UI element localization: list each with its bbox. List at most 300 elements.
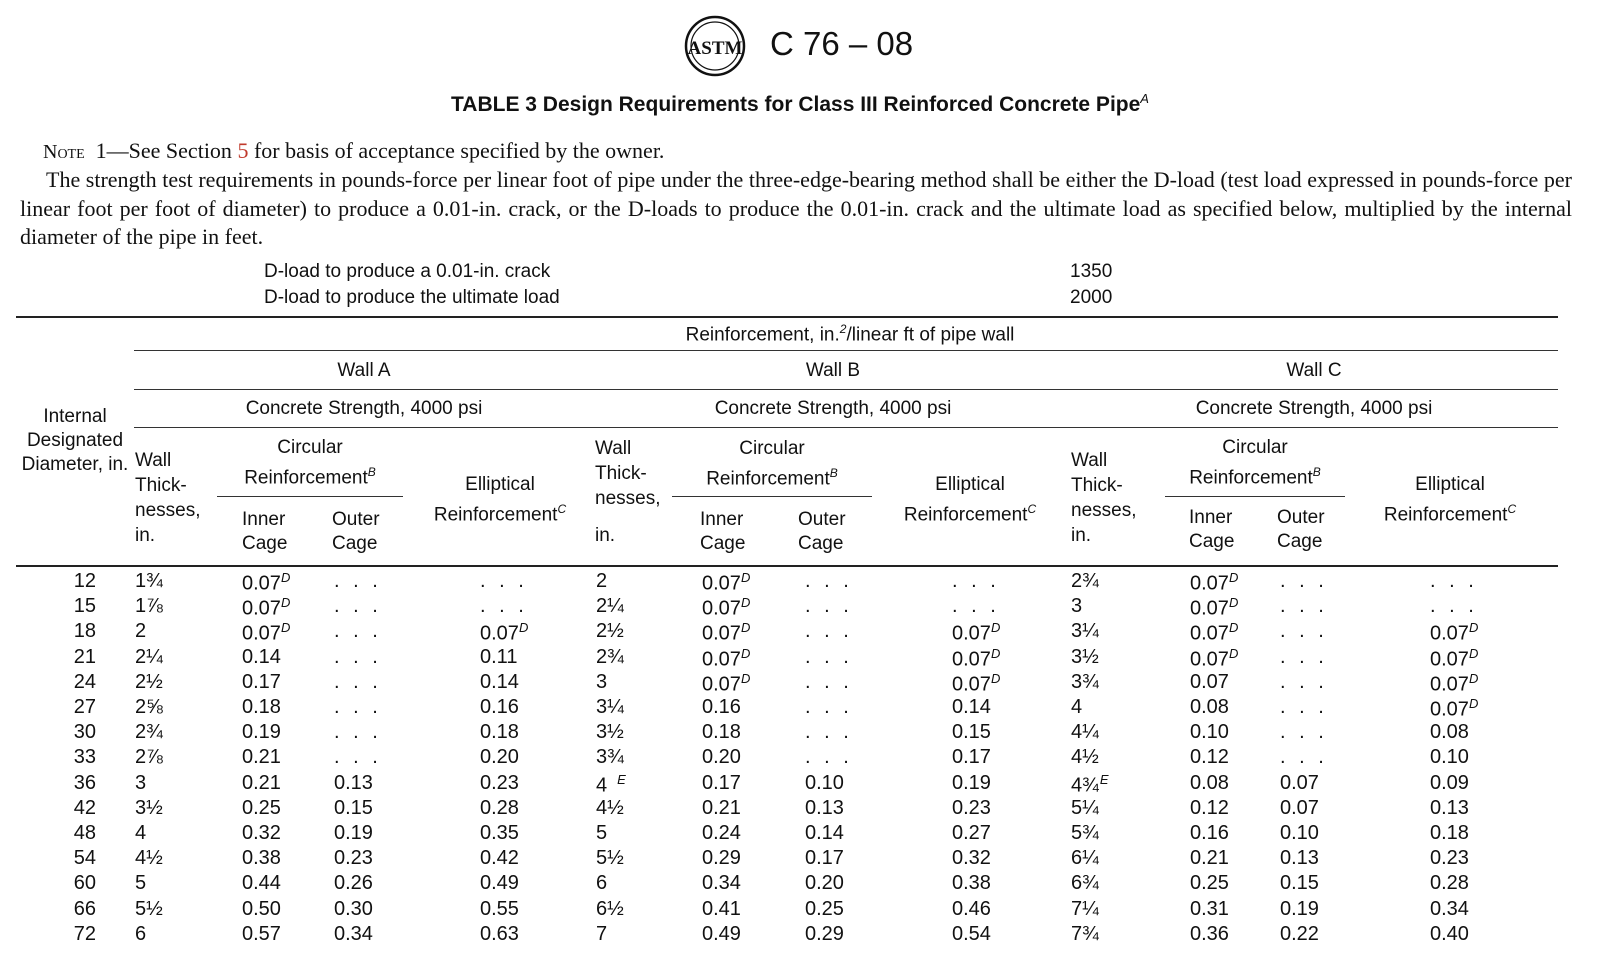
wall-c-elliptical-cell — [1430, 898, 1469, 921]
wall-b-inner-l1: Inner — [700, 509, 744, 530]
wall-b-elliptical-cell — [952, 822, 991, 845]
wall-a-outer-cell — [334, 772, 373, 795]
wall-a-inner-cell-footnote: D — [280, 570, 291, 585]
wall-b-thickness-cell — [596, 923, 607, 946]
wall-a-elliptical-cell — [480, 822, 519, 845]
wall-b-elliptical-cell — [952, 772, 991, 795]
wall-a-inner-cell-value: 0.07 — [242, 597, 281, 620]
wall-c-elliptical-cell-value: 0.13 — [1430, 796, 1469, 819]
wall-a-inner-cell-value: 0.21 — [242, 746, 281, 769]
wall-c-outer-cell-value: 0.15 — [1280, 872, 1319, 895]
wall-b-inner-cell-value: 0.07 — [702, 572, 741, 595]
wall-b-outer-cell-value: . . . — [805, 595, 853, 618]
wall-b-elliptical-cell — [952, 721, 991, 744]
wall-a-elliptical-cell-value: 0.42 — [480, 847, 519, 870]
wall-c-outer-cell — [1280, 620, 1328, 643]
wall-a-thick-l1: Wall — [135, 450, 172, 471]
wall-a-thick-l4: in. — [135, 525, 156, 546]
wall-a-outer-cell — [334, 822, 373, 845]
diameter-cell-value: 30 — [73, 721, 96, 744]
wall-c-inner-cell — [1190, 696, 1229, 719]
wall-a-inner-cell-footnote: D — [280, 620, 291, 636]
wall-b-inner-cell — [702, 746, 741, 769]
wall-a-thickness-cell — [135, 898, 163, 921]
wall-a-strength: Concrete Strength, 4000 psi — [245, 398, 483, 419]
wall-a-inner-cell — [242, 822, 281, 845]
wall-c-inner-header — [1189, 506, 1234, 554]
diameter-cell — [36, 898, 96, 921]
wall-c-elliptical-header — [1360, 472, 1540, 527]
wall-a-inner-cell — [242, 923, 281, 946]
diameter-cell-value: 36 — [73, 771, 96, 794]
wall-a-elliptical-cell-value: . . . — [480, 570, 528, 592]
wall-c-outer-cell-value: . . . — [1280, 696, 1328, 718]
reinforcement-prefix: Reinforcement, in. — [685, 324, 840, 346]
diameter-cell — [36, 696, 96, 719]
wall-a-inner-cell-value: 0.32 — [242, 822, 281, 844]
wall-b-outer-cell-value: 0.13 — [805, 796, 844, 819]
wall-a-inner-cell-value: 0.07 — [242, 572, 281, 595]
wall-a-inner-cell-value: 0.38 — [242, 847, 281, 870]
wall-b-elliptical-l2: Reinforcement — [903, 504, 1028, 526]
wall-b-outer-cell-value: 0.10 — [805, 771, 844, 794]
wall-a-elliptical-cell — [480, 872, 519, 895]
strength-rule — [134, 427, 1558, 428]
wall-c-outer-cell — [1280, 847, 1319, 870]
wall-c-elliptical-cell — [1430, 746, 1469, 769]
wall-c-elliptical-cell-value: 0.10 — [1430, 746, 1469, 769]
wall-c-thickness-cell — [1071, 872, 1099, 895]
diameter-cell-value: 60 — [73, 872, 96, 895]
wall-a-inner-cell-value: 0.14 — [242, 645, 281, 668]
wall-a-elliptical-cell-value: 0.07 — [480, 623, 519, 646]
wall-c-elliptical-cell-footnote: D — [1468, 620, 1479, 636]
wall-c-elliptical-cell-footnote: D — [1468, 696, 1479, 711]
wall-b-thickness-cell-value: 5½ — [596, 847, 624, 870]
wall-b-outer-cell-value: 0.17 — [805, 847, 844, 870]
wall-b-inner-cell — [702, 570, 750, 596]
wall-a-elliptical-cell — [480, 923, 519, 946]
dload-ultimate-label: D-load to produce the ultimate load — [264, 287, 560, 308]
diameter-cell-value: 48 — [73, 822, 96, 844]
wall-c-outer-cell-value: . . . — [1280, 645, 1328, 668]
wall-c-thickness-cell — [1071, 620, 1099, 643]
diameter-cell — [36, 721, 96, 744]
wall-c-outer-cell — [1280, 822, 1319, 845]
wall-c-thickness-cell-value: 5¾ — [1071, 822, 1099, 844]
wall-c-inner-cell — [1190, 797, 1229, 820]
wall-a-inner-cell-footnote: D — [280, 595, 291, 611]
wall-b-thickness-cell — [596, 646, 624, 669]
wall-b-elliptical-cell-value: 0.23 — [952, 796, 991, 819]
wall-c-outer-cell-value: 0.07 — [1280, 796, 1319, 819]
wall-b-thickness-cell — [596, 570, 607, 593]
wall-a-header: Wall A — [337, 360, 391, 381]
wall-b-thickness-cell — [596, 620, 624, 643]
wall-b-strength: Concrete Strength, 4000 psi — [714, 398, 952, 419]
dload-ultimate-value: 2000 — [1070, 287, 1113, 308]
wall-c-outer-cell-value: . . . — [1280, 620, 1328, 643]
wall-b-elliptical-cell-value: 0.46 — [952, 897, 991, 920]
wall-c-thick-l3: nesses, — [1071, 500, 1137, 521]
wall-a-inner-cell-value: 0.21 — [242, 771, 281, 794]
diameter-cell — [36, 797, 96, 820]
diameter-cell — [36, 746, 96, 769]
wall-b-outer-cell-value: . . . — [805, 670, 853, 693]
wall-c-inner-cell — [1190, 872, 1229, 895]
wall-c-elliptical-cell — [1430, 696, 1478, 722]
wall-c-elliptical-cell-value: 0.18 — [1430, 822, 1469, 844]
wall-a-inner-cell — [242, 595, 290, 621]
wall-c-circular-sup: B — [1312, 465, 1321, 479]
wall-b-thickness-cell — [596, 822, 607, 845]
wall-b-outer-cell — [805, 872, 844, 895]
wall-a-elliptical-cell-value: 0.11 — [480, 645, 518, 668]
wall-c-elliptical-cell — [1430, 772, 1469, 795]
diameter-cell-value: 15 — [73, 595, 96, 618]
wall-a-elliptical-cell — [480, 772, 519, 795]
wall-a-inner-cell — [242, 671, 281, 694]
wall-a-thickness-cell-value: 5½ — [135, 897, 163, 920]
wall-c-inner-cell — [1190, 923, 1229, 946]
wall-a-inner-cell — [242, 772, 281, 795]
wall-b-thick-l3: nesses, — [595, 488, 661, 509]
wall-b-inner-cell-value: 0.07 — [702, 623, 741, 646]
wall-a-elliptical-cell — [480, 898, 519, 921]
wall-a-elliptical-cell-footnote: D — [518, 620, 529, 636]
diameter-cell — [36, 671, 96, 694]
wall-a-thickness-cell — [135, 570, 163, 593]
wall-c-elliptical-cell-value: 0.09 — [1430, 771, 1469, 794]
wall-b-elliptical-cell-footnote: D — [990, 645, 1001, 661]
wall-a-thickness-cell — [135, 923, 146, 946]
diameter-cell — [36, 646, 96, 669]
wall-c-outer-cell — [1280, 570, 1328, 593]
wall-c-inner-cell-value: 0.21 — [1190, 847, 1229, 870]
wall-b-thickness-cell — [596, 721, 624, 744]
wall-c-outer-cell-value: . . . — [1280, 746, 1328, 769]
wall-c-thickness-cell — [1071, 847, 1099, 870]
wall-b-inner-cell — [702, 646, 750, 672]
wall-b-elliptical-cell — [952, 797, 991, 820]
wall-b-elliptical-cell — [952, 847, 991, 870]
wall-c-inner-cell-value: 0.07 — [1190, 670, 1229, 693]
wall-b-inner-cell — [702, 671, 750, 697]
wall-b-inner-cell-value: 0.29 — [702, 847, 741, 870]
wall-a-outer-cell — [334, 595, 382, 618]
wall-b-elliptical-cell-value: 0.17 — [952, 746, 991, 769]
diameter-cell-value: 18 — [73, 620, 96, 643]
wall-c-inner-cell-footnote: D — [1228, 645, 1239, 661]
wall-a-elliptical-cell-value: . . . — [480, 595, 528, 618]
dload-crack-value: 1350 — [1070, 261, 1113, 282]
table-top-rule — [16, 316, 1558, 318]
wall-c-outer-cell-value: 0.22 — [1280, 922, 1319, 945]
wall-rule — [134, 389, 1558, 390]
wall-a-inner-cell-value: 0.44 — [242, 872, 281, 895]
diameter-cell-value: 42 — [73, 796, 96, 819]
wall-b-outer-cell-value: 0.14 — [805, 822, 844, 844]
wall-c-outer-cell — [1280, 696, 1328, 719]
wall-b-outer-cell — [805, 898, 844, 921]
wall-b-outer-cell-value: 0.25 — [805, 897, 844, 920]
wall-c-circular-l2: Reinforcement — [1189, 467, 1313, 489]
wall-c-outer-cell-value: 0.10 — [1280, 822, 1319, 844]
wall-c-inner-cell-value: 0.25 — [1190, 872, 1229, 895]
header-bottom-rule — [16, 565, 1558, 567]
wall-a-thickness-header — [135, 448, 200, 548]
wall-c-inner-cell — [1190, 772, 1229, 795]
wall-a-outer-l2: Cage — [332, 533, 378, 554]
wall-b-inner-cell — [702, 696, 741, 719]
wall-c-inner-cell-value: 0.08 — [1190, 771, 1229, 794]
wall-a-thickness-cell — [135, 620, 146, 643]
wall-a-inner-cell — [242, 797, 281, 820]
wall-a-inner-cell-value: 0.17 — [242, 670, 281, 693]
diameter-cell-value: 66 — [73, 897, 96, 920]
wall-c-thickness-header — [1071, 448, 1136, 548]
wall-b-elliptical-cell — [952, 898, 991, 921]
note-line — [43, 138, 664, 164]
wall-b-inner-cell-value: 0.07 — [702, 673, 741, 696]
wall-c-elliptical-cell-value: . . . — [1430, 570, 1478, 592]
wall-c-thickness-cell-value: 6¾ — [1071, 872, 1099, 895]
wall-c-thickness-cell — [1071, 898, 1099, 921]
wall-c-thickness-cell-footnote: E — [1099, 771, 1109, 787]
wall-a-outer-cell — [334, 671, 382, 694]
wall-a-outer-cell-value: . . . — [334, 746, 382, 769]
wall-b-header: Wall B — [805, 360, 861, 381]
wall-c-inner-cell-value: 0.31 — [1190, 897, 1229, 920]
wall-b-thickness-cell — [596, 696, 624, 719]
wall-b-thick-l1: Wall — [595, 438, 632, 459]
wall-c-outer-cell — [1280, 595, 1328, 618]
note-text-after: for basis of acceptance specified by the owner. — [248, 138, 665, 163]
astm-logo-text: ASTM — [687, 38, 743, 59]
wall-a-outer-cell-value: . . . — [334, 620, 382, 643]
wall-b-inner-cell-value: 0.49 — [702, 922, 741, 945]
wall-c-elliptical-sup: C — [1507, 502, 1517, 516]
wall-b-elliptical-cell-value: 0.27 — [952, 822, 991, 844]
wall-b-elliptical-cell — [952, 696, 991, 719]
wall-b-elliptical-cell-value: 0.54 — [952, 922, 991, 945]
wall-a-outer-cell — [334, 847, 373, 870]
wall-a-elliptical-cell-value: 0.16 — [480, 696, 519, 718]
wall-a-thickness-cell — [135, 872, 146, 895]
wall-b-outer-cell — [805, 595, 853, 618]
wall-a-outer-cell-value: 0.13 — [334, 771, 373, 794]
note-label: Note — [43, 141, 85, 163]
wall-b-thickness-cell — [596, 772, 626, 798]
wall-c-elliptical-cell-value: 0.07 — [1430, 623, 1469, 646]
diameter-cell — [36, 923, 96, 946]
reinforcement-header — [600, 322, 1100, 346]
wall-b-outer-cell-value: . . . — [805, 570, 853, 592]
wall-b-circular-l1: Circular — [739, 438, 805, 459]
wall-c-outer-cell-value: 0.07 — [1280, 771, 1319, 794]
diameter-cell-value: 24 — [73, 670, 96, 693]
wall-b-elliptical-cell-value: 0.38 — [952, 872, 991, 895]
wall-c-strength: Concrete Strength, 4000 psi — [1195, 398, 1433, 419]
wall-b-elliptical-cell-value: 0.14 — [952, 696, 991, 718]
wall-c-outer-l2: Cage — [1277, 531, 1323, 552]
wall-b-thickness-cell-value: 3½ — [596, 721, 624, 744]
note-paragraph: The strength test requirements in pounds-force per linear foot of pipe under the three-edge-bearing method shall be either the D-load (test load expressed in pounds-force per linear foot per foot of diameter) to produce a 0.01-in. crack, or the D-loads to produce the 0.01-in. crack and the ultimate load as specified below, multiplied by the internal diameter of the pipe in feet. — [20, 167, 1572, 249]
wall-a-outer-cell — [334, 898, 373, 921]
wall-a-inner-l2: Cage — [242, 533, 288, 554]
wall-c-thickness-cell — [1071, 570, 1099, 593]
wall-b-elliptical-cell-value: 0.19 — [952, 771, 991, 794]
wall-c-thickness-cell-value: 6¼ — [1071, 847, 1099, 870]
wall-c-thickness-cell — [1071, 671, 1099, 694]
table-title — [0, 91, 1600, 117]
wall-a-elliptical-header — [410, 472, 590, 527]
wall-b-outer-cell — [805, 721, 853, 744]
wall-b-inner-cell-value: 0.18 — [702, 721, 741, 744]
wall-b-thickness-cell-value: 7 — [596, 922, 608, 945]
wall-b-inner-cell — [702, 595, 750, 621]
wall-c-outer-cell-value: . . . — [1280, 670, 1328, 693]
wall-c-elliptical-cell — [1430, 646, 1478, 672]
wall-c-outer-cell-value: . . . — [1280, 721, 1328, 744]
wall-b-thickness-cell — [596, 898, 624, 921]
diameter-header — [16, 405, 134, 477]
wall-c-elliptical-cell-value: 0.08 — [1430, 721, 1469, 744]
wall-c-elliptical-cell-value: . . . — [1430, 595, 1478, 618]
wall-a-elliptical-cell-value: 0.49 — [480, 872, 519, 895]
wall-a-outer-cell-value: 0.23 — [334, 847, 373, 870]
wall-a-inner-cell-value: 0.25 — [242, 796, 281, 819]
wall-b-thick-l4: in. — [595, 525, 616, 546]
wall-b-elliptical-cell — [952, 872, 991, 895]
wall-a-elliptical-cell-value: 0.28 — [480, 796, 519, 819]
wall-a-circular-l2: Reinforcement — [244, 467, 368, 489]
wall-b-outer-cell — [805, 797, 844, 820]
wall-c-inner-cell — [1190, 721, 1229, 744]
wall-c-inner-cell-value: 0.07 — [1190, 597, 1229, 620]
wall-b-thickness-cell-value: 3¾ — [596, 746, 624, 769]
wall-b-outer-cell — [805, 671, 853, 694]
diameter-cell — [36, 620, 96, 643]
wall-a-elliptical-cell — [480, 797, 519, 820]
wall-a-elliptical-cell-value: 0.14 — [480, 670, 519, 693]
wall-c-inner-cell — [1190, 595, 1238, 621]
diameter-cell-value: 33 — [73, 746, 96, 769]
wall-a-outer-cell-value: 0.30 — [334, 897, 373, 920]
wall-c-inner-cell — [1190, 570, 1238, 596]
wall-a-thickness-cell-value: 2½ — [135, 670, 163, 693]
wall-a-thickness-cell-value: 2⅝ — [135, 696, 163, 718]
wall-a-elliptical-cell — [480, 570, 528, 593]
wall-a-outer-cell — [334, 923, 373, 946]
wall-a-outer-cell-value: . . . — [334, 570, 382, 592]
wall-c-thickness-cell-value: 2¾ — [1071, 570, 1099, 592]
diameter-line1: Internal — [43, 406, 107, 427]
wall-a-inner-l1: Inner — [242, 509, 286, 530]
wall-b-thick-l2: Thick- — [595, 463, 647, 484]
wall-c-thickness-cell-value: 4 — [1071, 696, 1083, 718]
wall-c-inner-cell-value: 0.12 — [1190, 746, 1229, 769]
section-reference-link[interactable]: 5 — [237, 138, 249, 163]
wall-b-outer-cell — [805, 847, 844, 870]
wall-c-inner-cell-value: 0.12 — [1190, 796, 1229, 819]
wall-a-inner-cell — [242, 570, 290, 596]
astm-logo — [684, 15, 746, 77]
wall-c-inner-cell-value: 0.36 — [1190, 922, 1229, 945]
wall-a-elliptical-cell-value: 0.63 — [480, 922, 519, 945]
wall-a-outer-cell — [334, 872, 373, 895]
wall-a-thickness-cell-value: 4½ — [135, 847, 163, 870]
wall-a-inner-cell-value: 0.18 — [242, 696, 281, 718]
wall-c-elliptical-cell — [1430, 595, 1478, 618]
diameter-cell-value: 12 — [73, 570, 96, 592]
wall-c-elliptical-cell — [1430, 847, 1469, 870]
wall-a-outer-cell — [334, 746, 382, 769]
wall-c-elliptical-cell-value: 0.28 — [1430, 872, 1469, 895]
wall-b-inner-cell-value: 0.34 — [702, 872, 741, 895]
wall-b-thickness-cell — [596, 595, 624, 618]
wall-b-thickness-cell — [596, 872, 607, 895]
wall-b-thickness-cell — [596, 847, 624, 870]
wall-b-elliptical-cell-value: 0.07 — [952, 673, 991, 696]
wall-a-elliptical-cell-value: 0.55 — [480, 897, 519, 920]
wall-b-outer-cell — [805, 620, 853, 643]
wall-b-inner-cell-footnote: D — [740, 595, 751, 611]
wall-a-thickness-cell-value: 1¾ — [135, 570, 163, 592]
wall-c-inner-cell-value: 0.07 — [1190, 623, 1229, 646]
wall-b-inner-cell-value: 0.17 — [702, 771, 741, 794]
wall-a-elliptical-cell — [480, 696, 519, 719]
wall-a-inner-cell — [242, 872, 281, 895]
wall-c-elliptical-cell-footnote: D — [1468, 645, 1479, 661]
wall-a-inner-cell — [242, 620, 290, 646]
wall-a-outer-cell — [334, 570, 382, 593]
wall-b-outer-cell-value: . . . — [805, 746, 853, 769]
wall-a-inner-cell — [242, 898, 281, 921]
wall-b-outer-cell-value: 0.29 — [805, 922, 844, 945]
wall-c-inner-cell — [1190, 646, 1238, 672]
wall-c-outer-cell — [1280, 923, 1319, 946]
wall-b-thickness-cell-value: 3¼ — [596, 696, 624, 718]
wall-c-elliptical-cell-value: 0.23 — [1430, 847, 1469, 870]
wall-a-thickness-cell — [135, 671, 163, 694]
wall-b-outer-cell — [805, 822, 844, 845]
wall-b-thickness-cell-value: 3 — [596, 670, 608, 693]
wall-a-outer-cell-value: 0.15 — [334, 796, 373, 819]
wall-c-outer-cell — [1280, 898, 1319, 921]
circular-a-rule — [217, 496, 403, 497]
wall-b-elliptical-cell-value: 0.32 — [952, 847, 991, 870]
wall-b-inner-cell-value: 0.24 — [702, 822, 741, 844]
wall-b-elliptical-cell — [952, 746, 991, 769]
wall-c-thickness-cell — [1071, 923, 1099, 946]
wall-b-elliptical-cell — [952, 620, 1000, 646]
wall-a-circular-l1: Circular — [277, 437, 343, 458]
wall-c-inner-cell — [1190, 822, 1229, 845]
wall-b-outer-cell — [805, 746, 853, 769]
wall-c-elliptical-cell — [1430, 797, 1469, 820]
wall-b-thickness-cell-value: 2½ — [596, 620, 624, 643]
wall-c-thickness-cell — [1071, 822, 1099, 845]
wall-b-elliptical-cell-value: . . . — [952, 570, 1000, 592]
wall-c-header: Wall C — [1286, 360, 1342, 381]
wall-b-outer-cell-value: . . . — [805, 645, 853, 668]
wall-b-thickness-cell-value: 2¼ — [596, 595, 624, 618]
wall-a-inner-cell — [242, 721, 281, 744]
wall-c-inner-cell — [1190, 847, 1229, 870]
wall-b-elliptical-cell — [952, 570, 1000, 593]
wall-b-thickness-cell-value: 2¾ — [596, 645, 624, 668]
